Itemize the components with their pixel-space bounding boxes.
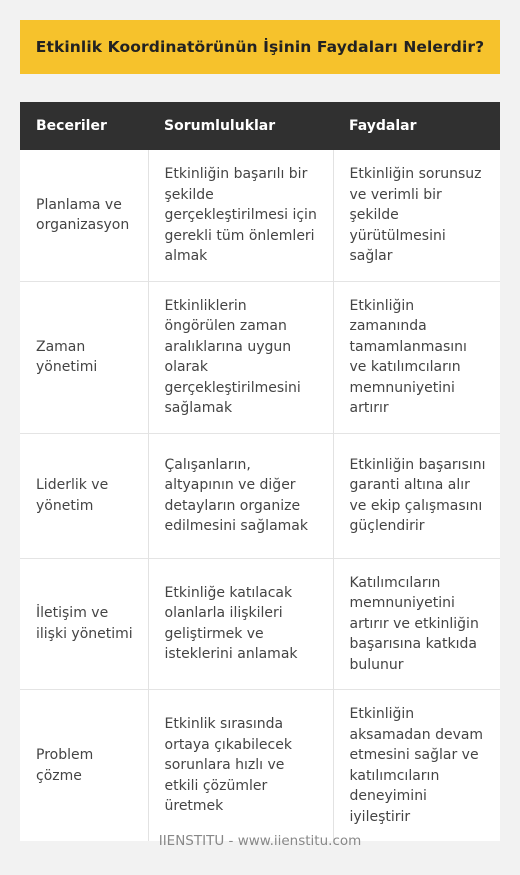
- skill-cell: Planlama ve organizasyon: [20, 150, 148, 281]
- header-skills: Beceriler: [20, 102, 148, 150]
- table-row: [20, 433, 500, 558]
- benefits-table: [20, 102, 500, 841]
- footer-credit: IIENSTITU - www.iienstitu.com: [158, 833, 362, 849]
- responsibility-cell: Etkinliklerin öngörülen zaman aralıklarına uygun olarak gerçekleştirilmesini sağlamak: [148, 281, 333, 433]
- skill-cell: Zaman yönetimi: [20, 281, 148, 433]
- table-row: [20, 281, 500, 433]
- table-row: [20, 558, 500, 690]
- responsibility-cell: Çalışanların, altyapının ve diğer detayların organize edilmesini sağlamak: [148, 433, 333, 558]
- skill-cell: İletişim ve ilişki yönetimi: [20, 558, 148, 690]
- benefit-cell: Etkinliğin zamanında tamamlanmasını ve katılımcıların memnuniyetini artırır: [333, 281, 500, 433]
- skill-cell: Liderlik ve yönetim: [20, 433, 148, 558]
- table-header-row: [20, 102, 500, 150]
- benefit-cell: Etkinliğin aksamadan devam etmesini sağlar ve katılımcıların deneyimini iyileştirir: [333, 690, 500, 842]
- responsibility-cell: Etkinlik sırasında ortaya çıkabilecek sorunlara hızlı ve etkili çözümler üretmek: [148, 690, 333, 842]
- benefit-cell: Etkinliğin sorunsuz ve verimli bir şekilde yürütülmesini sağlar: [333, 150, 500, 281]
- skill-cell: Problem çözme: [20, 690, 148, 842]
- responsibility-cell: Etkinliğin başarılı bir şekilde gerçekleştirilmesi için gerekli tüm önlemleri almak: [148, 150, 333, 281]
- header-responsibilities: Sorumluluklar: [148, 102, 333, 150]
- responsibility-cell: Etkinliğe katılacak olanlarla ilişkileri geliştirmek ve isteklerini anlamak: [148, 558, 333, 690]
- title-banner: [20, 20, 500, 74]
- header-benefits: Faydalar: [333, 102, 500, 150]
- table-row: [20, 690, 500, 842]
- page-title: Etkinlik Koordinatörünün İşinin Faydaları Nelerdir?: [35, 38, 485, 56]
- benefit-cell: Katılımcıların memnuniyetini artırır ve etkinliğin başarısına katkıda bulunur: [333, 558, 500, 690]
- benefit-cell: Etkinliğin başarısını garanti altına alır ve ekip çalışmasını güçlendirir: [333, 433, 500, 558]
- table-row: [20, 150, 500, 281]
